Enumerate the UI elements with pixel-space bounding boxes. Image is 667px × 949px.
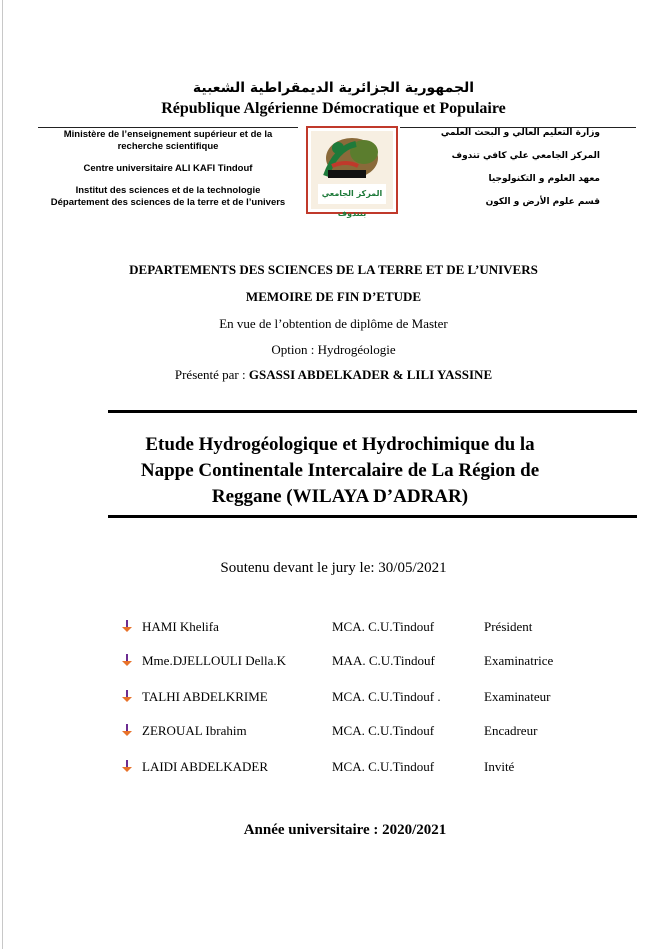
presented-line — [0, 367, 667, 383]
jury-name: HAMI Khelifa — [142, 619, 219, 634]
jury-role: Examinatrice — [484, 653, 554, 668]
jury-grade: MAA. C.U.Tindouf — [332, 653, 435, 668]
memoire-heading: MEMOIRE DE FIN D’ETUDE — [245, 289, 422, 304]
option-line: Option : Hydrogéologie — [271, 342, 396, 357]
thesis-title-line-1: Etude Hydrogéologique et Hydrochimique du la — [145, 434, 535, 455]
jury-row — [120, 759, 600, 777]
jury-role: Examinateur — [484, 689, 551, 704]
presented-label: Présenté par : — [174, 367, 249, 382]
jury-grade: MCA. C.U.Tindouf — [332, 723, 435, 738]
page-edge — [2, 0, 3, 949]
thesis-title — [100, 432, 580, 510]
presented-names: GSASSI ABDELKADER & LILI YASSINE — [248, 367, 493, 382]
ministry-ar: وزارة التعليم العالي و البحث العلمي — [440, 128, 600, 138]
thesis-title-line-3: Reggane (WILAYA D’ADRAR) — [211, 486, 469, 507]
arrow-bullet-icon — [120, 653, 134, 671]
academic-year: Année universitaire : 2020/2021 — [243, 822, 447, 838]
centre-fr: Centre universitaire ALI KAFI Tindouf — [83, 163, 253, 174]
institute-ar: معهد العلوم و التكنولوجيا — [488, 174, 600, 184]
jury-name: LAIDI ABDELKADER — [142, 759, 269, 774]
department-heading: DEPARTEMENTS DES SCIENCES DE LA TERRE ET DE L’UNIVERS — [129, 262, 538, 277]
arrow-bullet-icon — [120, 689, 134, 707]
jury-name: TALHI ABDELKRIME — [142, 689, 268, 704]
header-right-block — [440, 126, 600, 218]
defense-date: Soutenu devant le jury le: 30/05/2021 — [220, 560, 447, 576]
jury-row — [120, 653, 600, 671]
jury-row — [120, 619, 600, 637]
university-logo — [306, 126, 398, 218]
title-rule-top — [108, 410, 637, 413]
header-left-block — [48, 129, 288, 219]
jury-role: Invité — [484, 759, 515, 774]
arrow-bullet-icon — [120, 759, 134, 777]
department-fr: Département des sciences de la terre et de l’univers — [50, 197, 286, 208]
thesis-title-line-2: Nappe Continentale Intercalaire de La Région de — [140, 460, 540, 481]
title-rule-bottom — [108, 515, 637, 518]
arrow-bullet-icon — [120, 723, 134, 741]
french-republic-heading: République Algérienne Démocratique et Populaire — [161, 100, 506, 117]
jury-role: Président — [484, 619, 533, 634]
arabic-republic-heading: الجمهورية الجزائرية الديمقراطية الشعبية — [192, 80, 475, 96]
jury-grade: MCA. C.U.Tindouf — [332, 759, 435, 774]
header-rule-left — [38, 127, 298, 128]
jury-role: Encadreur — [484, 723, 538, 738]
arrow-bullet-icon — [120, 619, 134, 637]
jury-grade: MCA. C.U.Tindouf — [332, 619, 435, 634]
department-ar: قسم علوم الأرض و الكون — [485, 197, 600, 207]
institute-fr: Institut des sciences et de la technologie — [75, 185, 261, 196]
jury-row — [120, 689, 600, 707]
jury-name: ZEROUAL Ibrahim — [142, 723, 247, 738]
jury-row — [120, 723, 600, 741]
jury-name: Mme.DJELLOULI Della.K — [142, 653, 287, 668]
purpose-line: En vue de l’obtention de diplôme de Master — [219, 316, 448, 331]
jury-grade: MCA. C.U.Tindouf . — [332, 689, 441, 704]
ministry-fr: Ministère de l’enseignement supérieur et de la recherche scientifique — [63, 129, 273, 152]
logo-caption: المركز الجامعي بتندوف — [321, 189, 383, 218]
centre-ar: المركز الجامعي علي كافي تندوف — [451, 151, 600, 161]
